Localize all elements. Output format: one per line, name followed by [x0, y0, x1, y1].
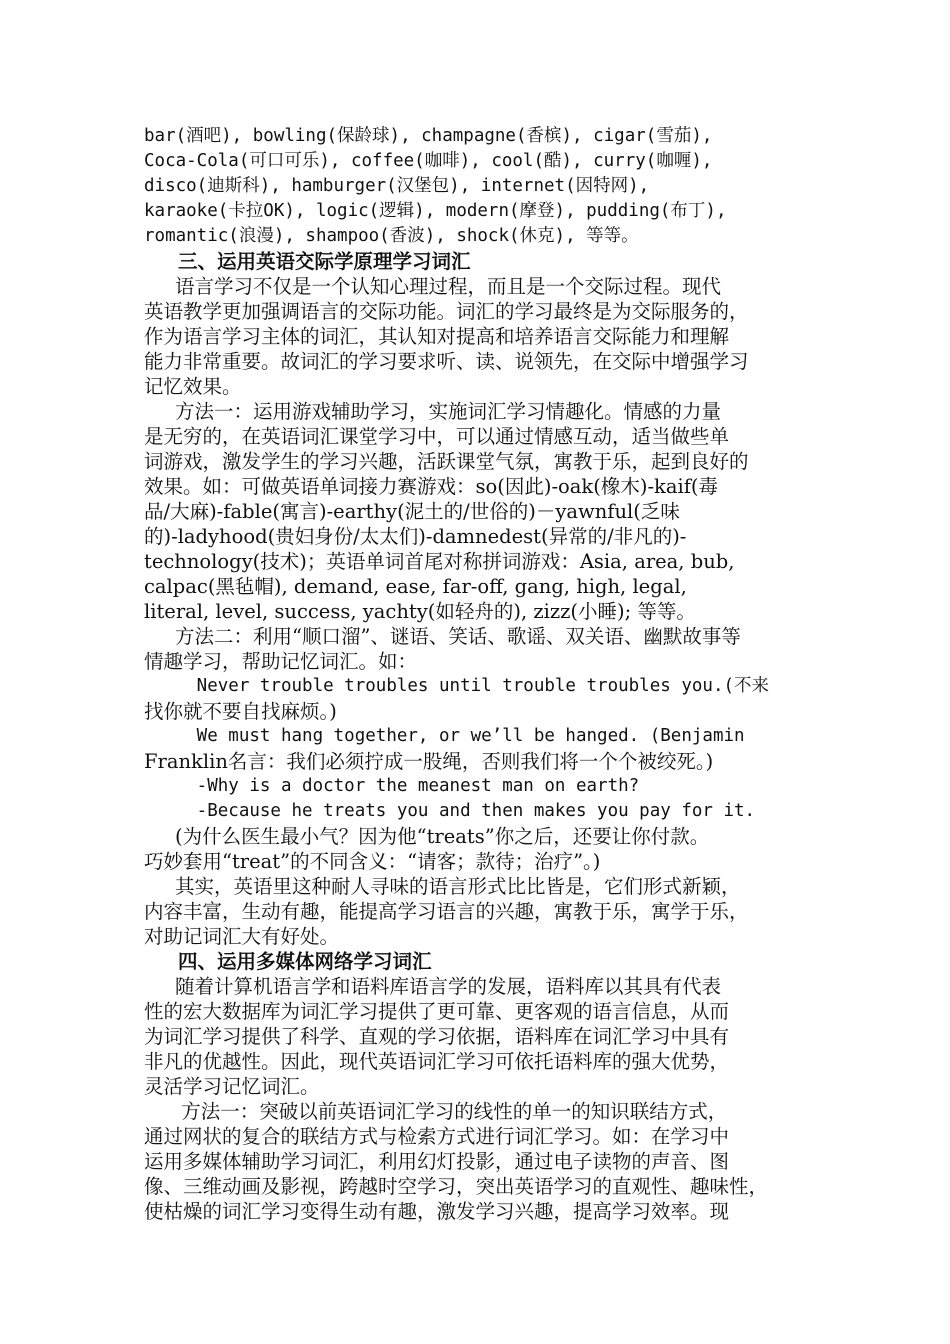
text-line: 为词汇学习提供了科学、直观的学习依据，语料库在词汇学习中具有 — [144, 1025, 730, 1048]
text-line: Never trouble troubles until trouble troubles you.(不来 — [144, 676, 770, 696]
text-line: disco(迪斯科), hamburger(汉堡包), internet(因特网), — [144, 176, 650, 196]
text-line: 品/大麻)-fable(寓言)-earthy(泥土的/世俗的)－yawnful(乏味 — [144, 500, 680, 523]
text-line: 方法二：利用“顺口溜”、谜语、笑话、歌谣、双关语、幽默故事等 — [144, 625, 741, 648]
text-line: 找你就不要自找麻烦。) — [144, 700, 337, 723]
text-line: 方法一：突破以前英语词汇学习的线性的单一的知识联结方式， — [144, 1100, 728, 1123]
text-line: 方法一：运用游戏辅助学习，实施词汇学习情趣化。情感的力量 — [144, 400, 721, 423]
document-body — [144, 124, 814, 1224]
text-line: (为什么医生最小气？因为他“treats”你之后，还要让你付款。 — [144, 825, 710, 848]
text-line: karaoke(卡拉OK), logic(逻辑), modern(摩登), pudding(布丁), — [144, 201, 727, 221]
text-line: 语言学习不仅是一个认知心理过程，而且是一个交际过程。现代 — [144, 275, 721, 298]
text-line: 英语教学更加强调语言的交际功能。词汇的学习最终是为交际服务的， — [144, 300, 749, 323]
text-line: bar(酒吧), bowling(保龄球), champagne(香槟), cigar(雪茄), — [144, 126, 713, 146]
text-line: romantic(浪漫), shampoo(香波), shock(休克), 等等。 — [144, 226, 639, 246]
text-line: 其实，英语里这种耐人寻味的语言形式比比皆是，它们形式新颖， — [144, 875, 741, 898]
text-line: 灵活学习记忆词汇。 — [144, 1075, 320, 1098]
section-heading-3: 三、运用英语交际学原理学习词汇 — [144, 250, 471, 273]
text-line: 使枯燥的词汇学习变得生动有趣，激发学习兴趣，提高学习效率。现 — [144, 1200, 730, 1223]
section-heading-4: 四、运用多媒体网络学习词汇 — [144, 950, 432, 973]
text-line: 巧妙套用“treat”的不同含义：“请客；款待；治疗”。) — [144, 850, 601, 873]
text-line: 的)-ladyhood(贵妇身份/太太们)-damnedest(异常的/非凡的)- — [144, 525, 687, 548]
text-line: 是无穷的，在英语词汇课堂学习中，可以通过情感互动，适当做些单 — [144, 425, 730, 448]
text-line: -Why is a doctor the meanest man on earth? — [144, 776, 640, 796]
text-line: 记忆效果。 — [144, 375, 242, 398]
text-line: 随着计算机语言学和语料库语言学的发展，语料库以其具有代表 — [144, 975, 721, 998]
text-line: -Because he treats you and then makes you pay for it. — [144, 801, 756, 821]
text-line: Franklin名言：我们必须拧成一股绳，否则我们将一个个被绞死。) — [144, 750, 714, 773]
text-line: 能力非常重要。故词汇的学习要求听、读、说领先，在交际中增强学习 — [144, 350, 749, 373]
text-line: 内容丰富，生动有趣，能提高学习语言的兴趣，寓教于乐，寓学于乐， — [144, 900, 749, 923]
text-line: calpac(黑毡帽), demand, ease, far-off, gang, high, legal, — [144, 575, 687, 598]
text-line: 效果。如：可做英语单词接力赛游戏：so(因此)-oak(橡木)-kaif(毒 — [144, 475, 719, 498]
text-line: 像、三维动画及影视，跨越时空学习，突出英语学习的直观性、趣味性， — [144, 1175, 769, 1198]
text-line: 词游戏，激发学生的学习兴趣，活跃课堂气氛，寓教于乐，起到良好的 — [144, 450, 749, 473]
text-line: 作为语言学习主体的词汇，其认知对提高和培养语言交际能力和理解 — [144, 325, 730, 348]
text-line: 运用多媒体辅助学习词汇，利用幻灯投影，通过电子读物的声音、图 — [144, 1150, 730, 1173]
text-line: 情趣学习，帮助记忆词汇。如： — [144, 650, 418, 673]
text-line: 性的宏大数据库为词汇学习提供了更可靠、更客观的语言信息，从而 — [144, 1000, 730, 1023]
text-line: 非凡的优越性。因此，现代英语词汇学习可依托语料库的强大优势， — [144, 1050, 730, 1073]
text-line: Coca-Cola(可口可乐), coffee(咖啡), cool(酷), curry(咖喱), — [144, 151, 713, 171]
text-line: We must hang together, or we’ll be hanged. (Benjamin — [144, 726, 745, 746]
text-line: 通过网状的复合的联结方式与检索方式进行词汇学习。如：在学习中 — [144, 1125, 730, 1148]
text-line: literal, level, success, yachty(如轻舟的), zizz(小睡); 等等。 — [144, 600, 696, 623]
text-line: 对助记词汇大有好处。 — [144, 925, 340, 948]
text-line: technology(技术)；英语单词首尾对称拼词游戏：Asia, area, bub, — [144, 550, 735, 573]
